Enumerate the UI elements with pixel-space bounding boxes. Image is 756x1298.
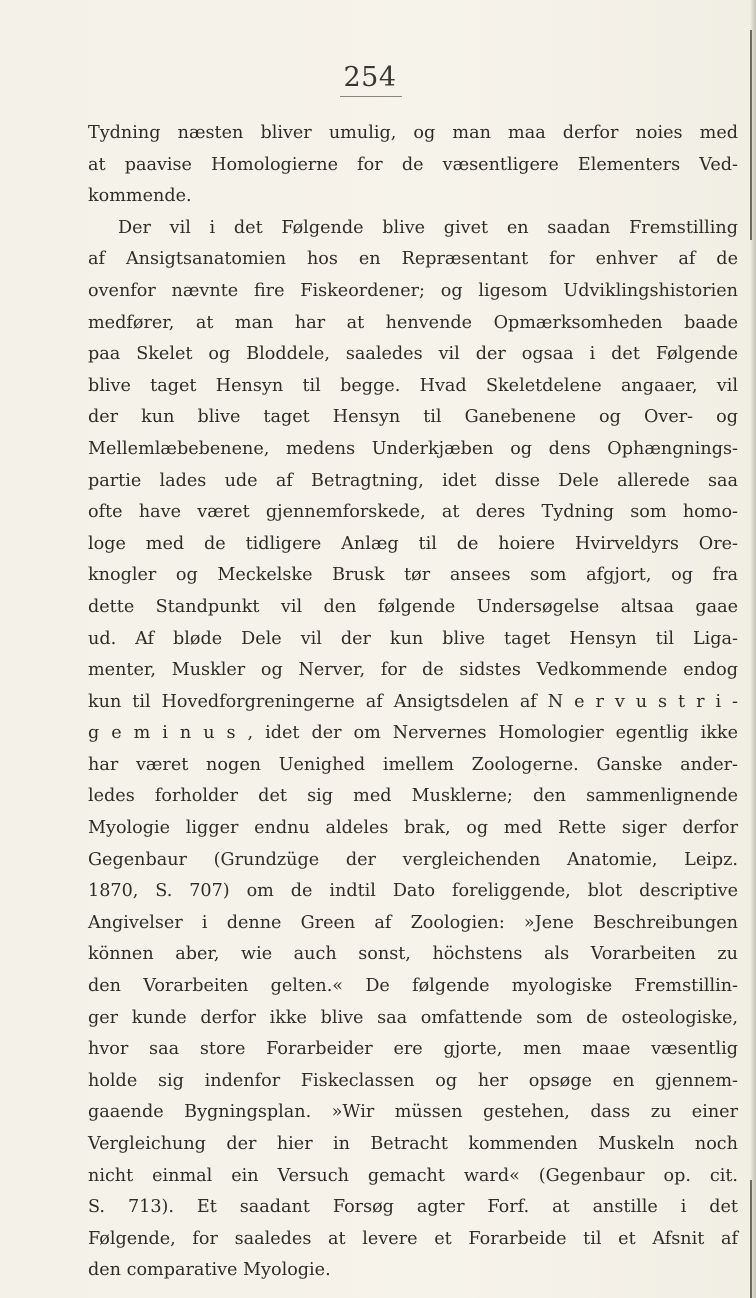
text-line: nicht einmal ein Versuch gemacht ward« (Gegenbaur op. cit. xyxy=(88,1165,738,1186)
page-edge-mark xyxy=(750,30,752,240)
text-line: hvor saa store Forarbeider ere gjorte, men maae væsentlig xyxy=(88,1039,738,1060)
text-line: können aber, wie auch sonst, höchstens als Vorarbeiten zu xyxy=(88,944,738,965)
text-line: ovenfor nævnte fire Fiskeordener; og ligesom Udviklingshistorien xyxy=(88,280,738,301)
text-line: Der vil i det Følgende blive givet en saadan Fremstilling xyxy=(118,217,738,238)
text-line: ger kunde derfor ikke blive saa omfattende som de osteologiske, xyxy=(88,1007,738,1028)
text-line: ofte have været gjennemforskede, at deres Tydning som homo- xyxy=(88,502,738,523)
paragraph-2 xyxy=(88,213,738,1287)
text-line: Myologie ligger endnu aldeles brak, og med Rette siger derfor xyxy=(88,818,738,839)
body-text xyxy=(88,118,738,1287)
text-line: paa Skelet og Bloddele, saaledes vil der ogsaa i det Følgende xyxy=(88,344,738,365)
text-line: holde sig indenfor Fiskeclassen og her opsøge en gjennem- xyxy=(88,1070,738,1091)
text-line: loge med de tidligere Anlæg til de hoiere Hvirveldyrs Ore- xyxy=(88,533,738,554)
page-edge-mark xyxy=(750,1180,752,1298)
text-line: kommende. xyxy=(88,186,192,207)
page-number: 254 xyxy=(343,62,397,93)
text-line: gaaende Bygningsplan. »Wir müssen gestehen, dass zu einer xyxy=(88,1102,738,1123)
text-line: har været nogen Uenighed imellem Zoologerne. Ganske ander- xyxy=(88,754,738,775)
text-line: Mellemlæbebenene, medens Underkjæben og dens Ophængnings- xyxy=(88,438,738,459)
text-line: menter, Muskler og Nerver, for de sidstes Vedkommende endog xyxy=(88,660,738,681)
text-line: den comparative Myologie. xyxy=(88,1260,331,1281)
text-line: Følgende, for saaledes at levere et Forarbeide til et Afsnit af xyxy=(88,1228,738,1249)
text-line: Vergleichung der hier in Betracht kommenden Muskeln noch xyxy=(88,1134,738,1154)
paragraph-1 xyxy=(88,118,738,213)
text-line: g e m i n u s , idet der om Nervernes Homologier egentlig ikke xyxy=(88,723,738,744)
text-line: partie lades ude af Betragtning, idet disse Dele allerede saa xyxy=(88,470,738,491)
text-line: Tydning næsten bliver umulig, og man maa derfor noies med xyxy=(88,123,738,143)
text-line: af Ansigtsanatomien hos en Repræsentant for enhver af de xyxy=(88,249,738,270)
text-line: at paavise Homologierne for de væsentligere Elementers Ved- xyxy=(88,154,738,175)
text-line: kun til Hovedforgreningerne af Ansigtsdelen af N e r v u s t r i - xyxy=(88,691,738,712)
text-line: 1870, S. 707) om de indtil Dato foreliggende, blot descriptive xyxy=(88,881,738,902)
text-line: dette Standpunkt vil den følgende Undersøgelse altsaa gaae xyxy=(88,596,738,617)
text-line: der kun blive taget Hensyn til Ganebenene og Over- og xyxy=(88,407,738,428)
text-line: ledes forholder det sig med Musklerne; den sammenlignende xyxy=(88,786,738,807)
text-line: ud. Af bløde Dele vil der kun blive taget Hensyn til Liga- xyxy=(88,628,738,649)
text-line: Angivelser i denne Green af Zoologien: »Jene Beschreibungen xyxy=(88,912,738,933)
page-number-underline xyxy=(340,96,402,97)
text-line: knogler og Meckelske Brusk tør ansees som afgjort, og fra xyxy=(88,565,738,586)
text-line: den Vorarbeiten gelten.« De følgende myologiske Fremstillin- xyxy=(88,976,738,997)
text-line: S. 713). Et saadant Forsøg agter Forf. at anstille i det xyxy=(88,1197,738,1218)
text-line: blive taget Hensyn til begge. Hvad Skeletdelene angaaer, vil xyxy=(88,375,738,396)
text-line: Gegenbaur (Grundzüge der vergleichenden Anatomie, Leipz. xyxy=(88,849,738,870)
text-line: medfører, at man har at henvende Opmærksomheden baade xyxy=(88,312,738,333)
